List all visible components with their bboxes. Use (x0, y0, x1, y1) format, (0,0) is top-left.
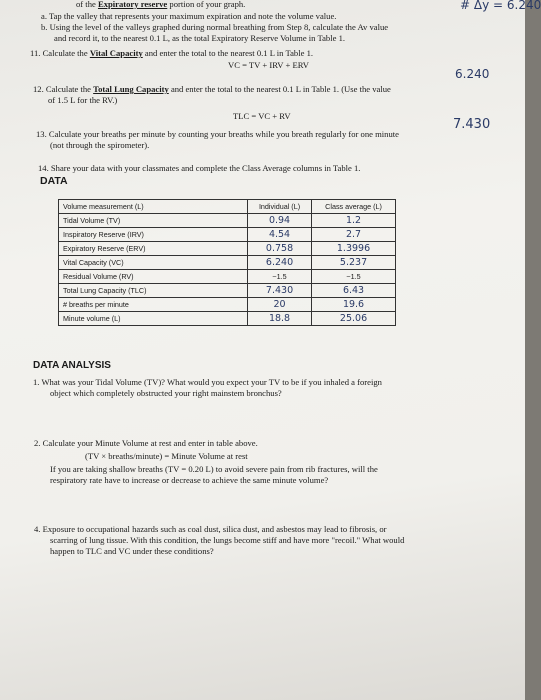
class-average-value: 25.06 (312, 312, 396, 326)
table-row (59, 256, 396, 270)
individual-value: 7.430 (248, 284, 312, 298)
data-table (58, 199, 396, 326)
analysis-q2-formula: (TV × breaths/minute) = Minute Volume at rest (85, 451, 248, 461)
data-analysis-heading: DATA ANALYSIS (33, 360, 111, 371)
q11-handwritten-answer: 6.240 (455, 67, 490, 81)
q12-text-3: of 1.5 L for the RV.) (48, 95, 118, 105)
item-a-prefix: a. (41, 11, 47, 21)
q12-text-2: and enter the total to the nearest 0.1 L in Table 1. (Use the value (170, 84, 391, 94)
class-average-value: ~1.5 (312, 270, 396, 284)
individual-value: 0.758 (248, 242, 312, 256)
table-row (59, 228, 396, 242)
question-13-line-2: (not through the spirometer). (50, 140, 150, 150)
header-measurement: Volume measurement (L) (59, 200, 248, 214)
table-row (59, 312, 396, 326)
item-a-suffix: portion of your graph. (169, 0, 246, 9)
class-average-value: 1.2 (312, 214, 396, 228)
analysis-q4-line-3: happen to TLC and VC under these conditions? (50, 546, 214, 556)
analysis-q2-line-4: respiratory rate have to increase or decrease to achieve the same minute volume? (50, 475, 329, 485)
item-b-line-1: b. Using the level of the valleys graphed during normal breathing from Step 8, calculate the Av value (41, 22, 389, 32)
class-average-value: 19.6 (312, 298, 396, 312)
individual-value: 18.8 (248, 312, 312, 326)
row-label: Minute volume (L) (59, 312, 248, 326)
item-a-heading: Expiratory reserve (97, 0, 168, 9)
item-a-line (41, 11, 336, 21)
analysis-q4-line-2: scarring of lung tissue. With this condition, the lungs become stiff and have more "recoil." What would (50, 535, 405, 545)
header-individual: Individual (L) (248, 200, 312, 214)
row-label: Total Lung Capacity (TLC) (59, 284, 248, 298)
q11-title: Vital Capacity (89, 48, 143, 58)
analysis-q2-line-3: If you are taking shallow breaths (TV = 0.20 L) to avoid severe pain from rib fractures, will the (50, 464, 378, 474)
q12-handwritten-answer: 7.430 (453, 117, 491, 132)
class-average-value: 6.43 (312, 284, 396, 298)
item-a-text: Tap the valley that represents your maximum expiration and note the volume value. (48, 11, 337, 21)
analysis-q1-line-2: object which completely obstructed your right mainstem bronchus? (50, 388, 282, 398)
table-row (59, 298, 396, 312)
row-label: Expiratory Reserve (ERV) (59, 242, 248, 256)
q11-formula: VC = TV + IRV + ERV (228, 60, 309, 70)
data-heading: DATA (40, 175, 68, 187)
q12-formula: TLC = VC + RV (233, 111, 291, 121)
individual-value: 0.94 (248, 214, 312, 228)
header-class-average: Class average (L) (312, 200, 396, 214)
individual-value: ~1.5 (248, 270, 312, 284)
item-b-line-2: and record it, to the nearest 0.1 L, as the total Expiratory Reserve Volume in Table 1. (54, 33, 346, 43)
question-12 (33, 84, 391, 94)
table-header-row (59, 200, 396, 214)
class-average-value: 2.7 (312, 228, 396, 242)
class-average-value: 5.237 (312, 256, 396, 270)
row-label: Vital Capacity (VC) (59, 256, 248, 270)
q11-text-2: and enter the total to the nearest 0.1 L in Table 1. (144, 48, 314, 58)
analysis-q2-line-1: 2. Calculate your Minute Volume at rest and enter in table above. (34, 438, 258, 448)
individual-value: 20 (248, 298, 312, 312)
q12-text: 12. Calculate the (33, 84, 91, 94)
q11-text: 11. Calculate the (30, 48, 88, 58)
table-row (59, 284, 396, 298)
q12-title: Total Lung Capacity (93, 84, 169, 94)
question-13-line-1: 13. Calculate your breaths per minute by counting your breaths while you breath regularly for one minute (36, 129, 399, 139)
item-a-partial: of the (76, 0, 96, 9)
individual-value: 6.240 (248, 256, 312, 270)
analysis-q4-line-1: 4. Exposure to occupational hazards such as coal dust, silica dust, and asbestos may lead to fibrosis, or (34, 524, 387, 534)
individual-value: 4.54 (248, 228, 312, 242)
row-label: Inspiratory Reserve (IRV) (59, 228, 248, 242)
class-average-value: 1.3996 (312, 242, 396, 256)
table-row (59, 270, 396, 284)
analysis-q1-line-1: 1. What was your Tidal Volume (TV)? What would you expect your TV to be if you inhaled a foreign (33, 377, 382, 387)
table-row (59, 242, 396, 256)
row-label: Residual Volume (RV) (59, 270, 248, 284)
row-label: Tidal Volume (TV) (59, 214, 248, 228)
item-a-top (76, 0, 245, 9)
question-14: 14. Share your data with your classmates and complete the Class Average columns in Table 1. (38, 163, 361, 173)
corner-handwritten-note: # Δy = 6.240 (460, 0, 541, 12)
question-11 (30, 48, 313, 58)
row-label: # breaths per minute (59, 298, 248, 312)
table-row (59, 214, 396, 228)
